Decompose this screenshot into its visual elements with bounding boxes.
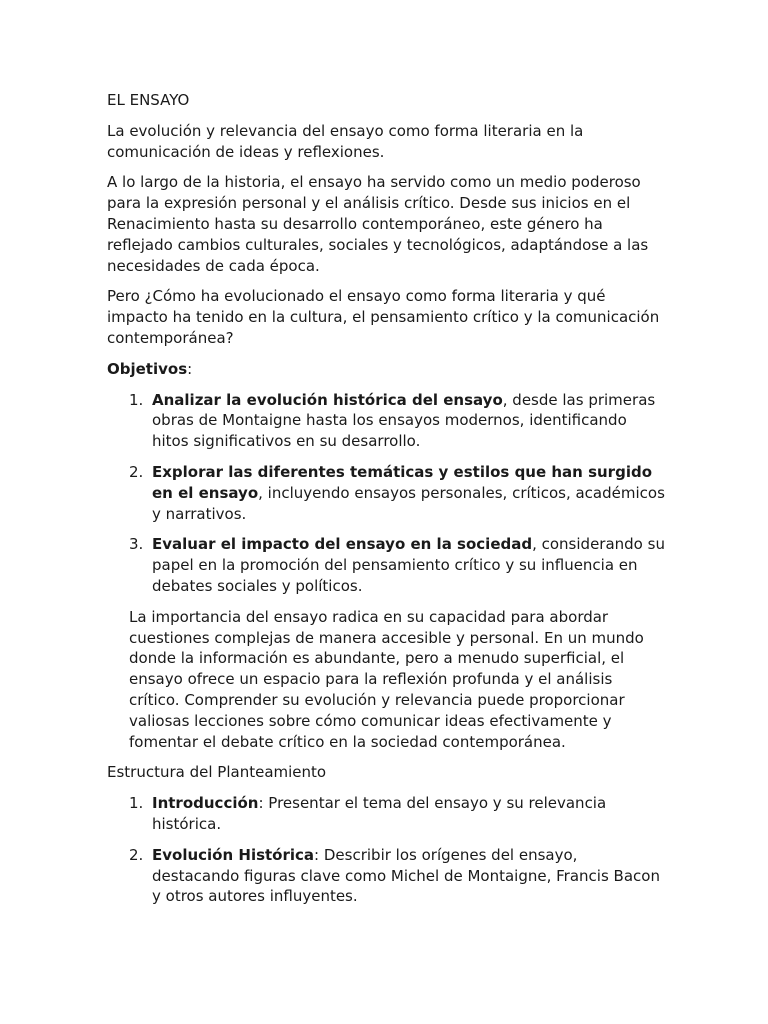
list-item xyxy=(107,390,667,452)
list-number: 1. xyxy=(129,794,144,813)
document-title: EL ENSAYO xyxy=(107,91,190,109)
list-item-bold: Analizar la evolución histórica del ensayo xyxy=(152,390,503,409)
list-number: 2. xyxy=(129,845,144,864)
structure-heading: Estructura del Planteamiento xyxy=(107,763,327,782)
objectives-heading-colon: : xyxy=(187,359,193,378)
document-subtitle: La evolución y relevancia del ensayo como forma literaria en la comunicación de ideas y reflexiones. xyxy=(107,121,584,161)
list-item xyxy=(107,534,667,596)
list-item xyxy=(107,793,667,835)
list-item-text: , incluyendo ensayos personales, críticos, académicos y narrativos. xyxy=(152,483,665,523)
list-item xyxy=(107,845,667,907)
list-item-text: , considerando su papel en la promoción del pensamiento crítico y su influencia en debates sociales y políticos. xyxy=(152,535,665,595)
list-item-text: : Presentar el tema del ensayo y su relevancia histórica. xyxy=(152,794,607,833)
list-item-bold: Evolución Histórica xyxy=(152,845,315,864)
list-item-text: , desde las primeras obras de Montaigne hasta los ensayos modernos, identificando hitos significativos en su desarrollo. xyxy=(152,390,656,451)
list-number: 2. xyxy=(129,462,144,481)
structure-list xyxy=(107,793,667,907)
list-item-bold: Introducción xyxy=(152,794,259,813)
importance-paragraph: La importancia del ensayo radica en su capacidad para abordar cuestiones complejas de manera accesible y personal. En un mundo donde la información es abundante, pero a menudo superficial, el ensayo ofrece un espacio para la reflexión profunda y el análisis crítico. Comprender su evolución y relevancia puede proporcionar valiosas lecciones sobre cómo comunicar ideas efectivamente y fomentar el debate crítico en la sociedad contemporánea. xyxy=(129,607,644,751)
list-item-text: : Describir los orígenes del ensayo, destacando figuras clave como Michel de Montaigne, Francis Bacon y otros autores influyentes. xyxy=(152,845,660,906)
research-question: Pero ¿Cómo ha evolucionado el ensayo como forma literaria y qué impacto ha tenido en la cultura, el pensamiento crítico y la comunicación contemporánea? xyxy=(107,287,660,347)
list-item xyxy=(107,462,667,524)
intro-paragraph: A lo largo de la historia, el ensayo ha servido como un medio poderoso para la expresión personal y el análisis crítico. Desde sus inicios en el Renacimiento hasta su desarrollo contemporáneo, este género ha reflejado cambios culturales, sociales y tecnológicos, adaptándose a las necesidades de cada época. xyxy=(107,173,649,275)
list-number: 1. xyxy=(129,390,144,409)
list-item-bold: Explorar las diferentes temáticas y estilos que han surgido en el ensayo xyxy=(152,462,653,502)
objectives-heading-label: Objetivos xyxy=(107,359,188,378)
objectives-heading xyxy=(107,359,667,380)
list-item-bold: Evaluar el impacto del ensayo en la sociedad xyxy=(152,535,533,554)
list-number: 3. xyxy=(129,535,144,554)
objectives-list xyxy=(107,390,667,597)
document-page xyxy=(107,90,667,917)
